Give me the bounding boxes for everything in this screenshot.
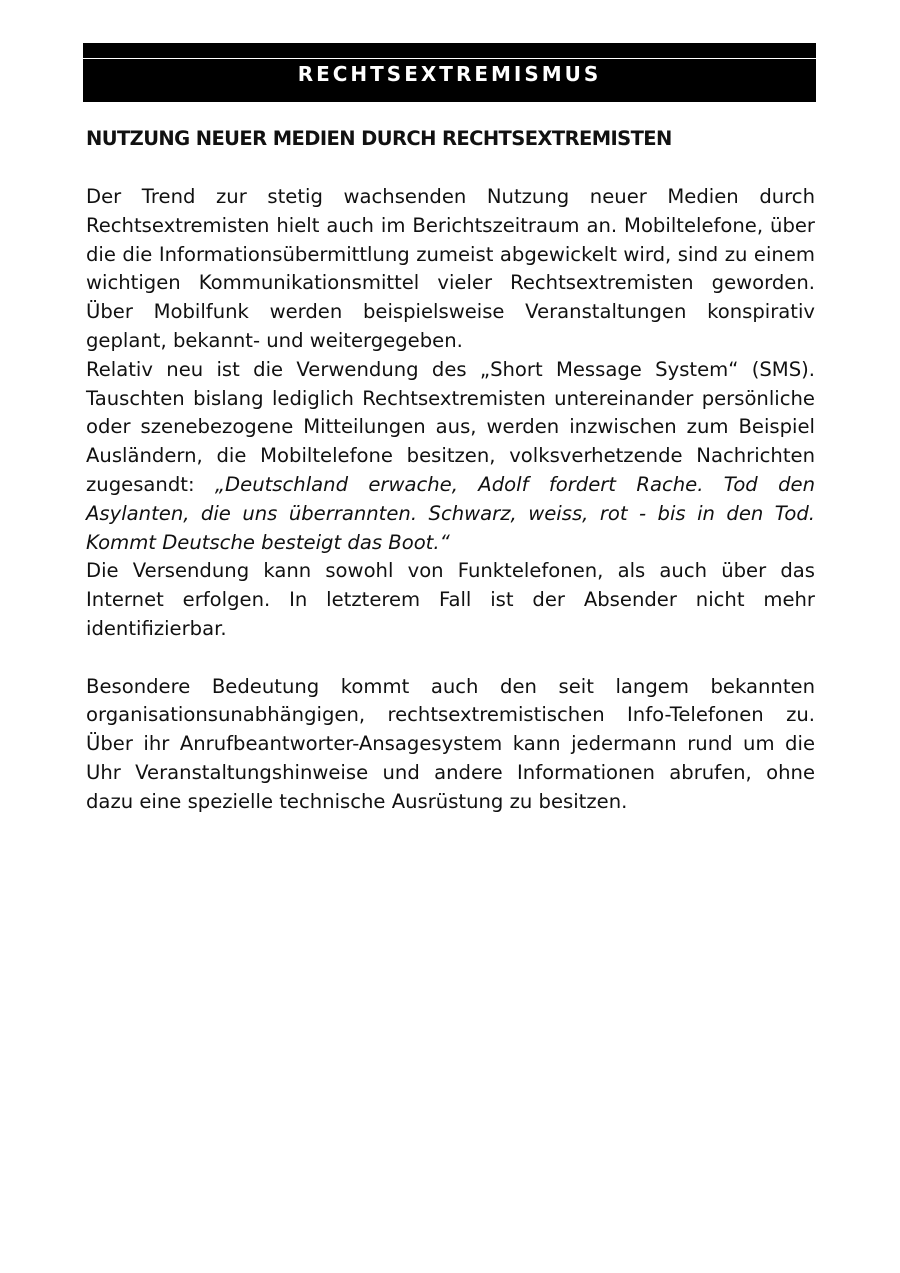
sms-quote: „Deutschland erwache, Adolf fordert Rache. Tod den Asylanten, die uns überrannten. Schwarz, weiss, rot - bis in den Tod. Kommt Deutsche besteigt das Boot.“ bbox=[86, 472, 815, 554]
paragraph-mobile-phones: Der Trend zur stetig wachsenden Nutzung neuer Medien durch Rechtsextremisten hielt auch im Berichtszeitraum an. Mobiltelefone, über die die Informationsübermittlung zumeist abgewickelt wird, sind zu einem wichtigen Kommunikationsmittel vieler Rechtsextremisten geworden. Über Mobilfunk werden beispielsweise Veranstaltungen konspirativ geplant, bekannt- und weitergegeben. bbox=[86, 185, 815, 352]
paragraph-sending: Die Versendung kann sowohl von Funktelefonen, als auch über das Internet erfolgen. In letzterem Fall ist der Absender nicht mehr identifizierbar. bbox=[86, 559, 815, 640]
paragraph-sms-intro: Relativ neu ist die Verwendung des „Short Message System“ (SMS). Tauschten bislang lediglich Rechtsextremisten untereinander persönliche oder szenebezogene Mitteilungen aus, werden inzwischen zum Beispiel Ausländern, die Mobiltelefone besitzen, volksverhetzende Nachrichten zugesandt: bbox=[86, 357, 815, 496]
section-heading: NUTZUNG NEUER MEDIEN DURCH RECHTSEXTREMISTEN bbox=[86, 127, 672, 150]
chapter-title: RECHTSEXTREMISMUS bbox=[297, 62, 602, 86]
paragraph-sms bbox=[86, 356, 815, 558]
chapter-header-bar bbox=[83, 43, 816, 102]
paragraph-info-telephones: Besondere Bedeutung kommt auch den seit langem bekannten organisationsunabhängigen, rechtsextremistischen Info-Telefonen zu. Über ihr Anrufbeantworter-Ansagesystem kann jedermann rund um die Uhr Veranstaltungshinweise und andere Informationen abrufen, ohne dazu eine spezielle technische Ausrüstung zu besitzen. bbox=[86, 674, 815, 813]
body-text bbox=[86, 183, 815, 817]
